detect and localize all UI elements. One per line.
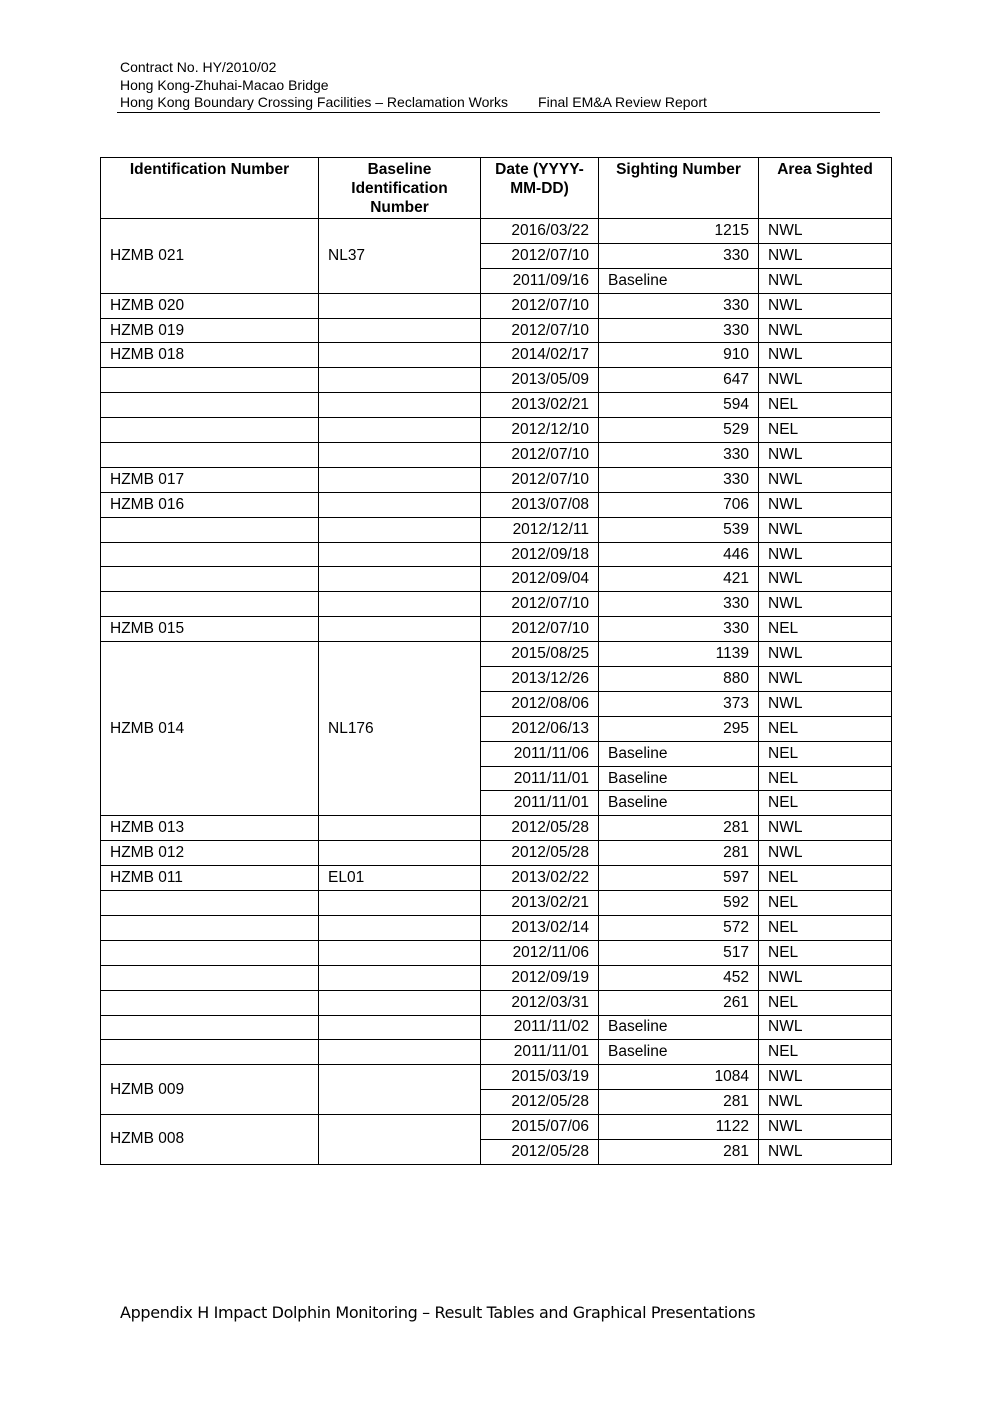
sighting-number-cell: 295 [599,716,759,741]
sighting-number-cell: 330 [599,243,759,268]
baseline-id-cell: EL01 [319,866,481,891]
sighting-number-cell: Baseline [599,741,759,766]
date-cell: 2013/05/09 [481,368,599,393]
area-sighted-cell: NWL [759,467,892,492]
area-sighted-cell: NWL [759,542,892,567]
area-sighted-cell: NWL [759,1115,892,1140]
area-sighted-cell: NEL [759,418,892,443]
page-footer: Appendix H Impact Dolphin Monitoring – Result Tables and Graphical Presentations [120,1303,756,1322]
sighting-number-cell: 421 [599,567,759,592]
sighting-number-cell: 647 [599,368,759,393]
identification-number-cell: HZMB 009 [101,1065,319,1115]
area-sighted-cell: NEL [759,1040,892,1065]
sighting-number-cell: Baseline [599,268,759,293]
table-row [101,617,892,642]
date-cell: 2013/02/21 [481,891,599,916]
area-sighted-cell: NWL [759,1015,892,1040]
table-row [101,393,892,418]
area-sighted-cell: NEL [759,766,892,791]
table-row [101,816,892,841]
date-cell: 2012/09/04 [481,567,599,592]
identification-number-cell [101,542,319,567]
baseline-id-cell [319,940,481,965]
area-sighted-cell: NWL [759,592,892,617]
identification-number-cell: HZMB 012 [101,841,319,866]
identification-number-cell [101,1040,319,1065]
table-row [101,318,892,343]
sighting-number-cell: 572 [599,915,759,940]
identification-number-cell: HZMB 019 [101,318,319,343]
area-sighted-cell: NWL [759,841,892,866]
area-sighted-cell: NWL [759,816,892,841]
baseline-id-cell [319,1115,481,1165]
sighting-number-cell: 281 [599,816,759,841]
identification-number-cell: HZMB 015 [101,617,319,642]
area-sighted-cell: NWL [759,1139,892,1164]
identification-number-cell: HZMB 014 [101,642,319,816]
identification-number-cell [101,592,319,617]
identification-number-cell [101,965,319,990]
page-header [120,59,880,112]
identification-number-cell [101,517,319,542]
date-cell: 2013/02/22 [481,866,599,891]
project-name: Hong Kong-Zhuhai-Macao Bridge [120,76,329,93]
sighting-number-cell: 529 [599,418,759,443]
table-header-row [101,158,892,219]
identification-number-cell [101,915,319,940]
date-cell: 2011/11/01 [481,766,599,791]
table-row [101,866,892,891]
area-sighted-cell: NWL [759,268,892,293]
column-header: Sighting Number [599,158,759,219]
area-sighted-cell: NEL [759,866,892,891]
sighting-number-cell: Baseline [599,766,759,791]
header-line [120,94,880,112]
table-row [101,542,892,567]
sighting-number-cell: 330 [599,467,759,492]
identification-number-cell: HZMB 020 [101,293,319,318]
baseline-id-cell [319,816,481,841]
table-row [101,219,892,244]
identification-number-cell: HZMB 008 [101,1115,319,1165]
date-cell: 2012/05/28 [481,1139,599,1164]
baseline-id-cell [319,891,481,916]
area-sighted-cell: NWL [759,318,892,343]
date-cell: 2015/08/25 [481,642,599,667]
date-cell: 2011/11/01 [481,791,599,816]
identification-number-cell: HZMB 017 [101,467,319,492]
table-row [101,343,892,368]
table-body [101,219,892,1165]
area-sighted-cell: NWL [759,667,892,692]
date-cell: 2012/12/10 [481,418,599,443]
table-row [101,1115,892,1140]
date-cell: 2012/05/28 [481,841,599,866]
sighting-number-cell: 330 [599,443,759,468]
area-sighted-cell: NWL [759,1090,892,1115]
table-row [101,592,892,617]
area-sighted-cell: NEL [759,741,892,766]
table-row [101,368,892,393]
baseline-id-cell: NL176 [319,642,481,816]
area-sighted-cell: NWL [759,691,892,716]
date-cell: 2012/05/28 [481,816,599,841]
sighting-number-cell: 330 [599,293,759,318]
area-sighted-cell: NEL [759,915,892,940]
sighting-number-cell: 910 [599,343,759,368]
area-sighted-cell: NWL [759,1065,892,1090]
date-cell: 2012/07/10 [481,617,599,642]
sighting-number-cell: 592 [599,891,759,916]
area-sighted-cell: NWL [759,517,892,542]
identification-number-cell [101,368,319,393]
table-row [101,1065,892,1090]
date-cell: 2014/02/17 [481,343,599,368]
sighting-number-cell: 281 [599,1139,759,1164]
area-sighted-cell: NWL [759,567,892,592]
sighting-number-cell: 452 [599,965,759,990]
area-sighted-cell: NWL [759,219,892,244]
date-cell: 2016/03/22 [481,219,599,244]
date-cell: 2012/11/06 [481,940,599,965]
sighting-number-cell: 1215 [599,219,759,244]
date-cell: 2013/02/21 [481,393,599,418]
area-sighted-cell: NEL [759,617,892,642]
table-row [101,915,892,940]
sighting-number-cell: 594 [599,393,759,418]
baseline-id-cell [319,418,481,443]
identification-number-cell [101,443,319,468]
date-cell: 2012/07/10 [481,318,599,343]
table-row [101,1040,892,1065]
table-row [101,492,892,517]
sighting-number-cell: 373 [599,691,759,716]
baseline-id-cell [319,990,481,1015]
date-cell: 2012/07/10 [481,443,599,468]
area-sighted-cell: NEL [759,393,892,418]
baseline-id-cell [319,517,481,542]
baseline-id-cell [319,542,481,567]
sighting-number-cell: 330 [599,617,759,642]
date-cell: 2012/03/31 [481,990,599,1015]
table-row [101,467,892,492]
date-cell: 2012/12/11 [481,517,599,542]
date-cell: 2012/05/28 [481,1090,599,1115]
date-cell: 2012/09/19 [481,965,599,990]
date-cell: 2012/07/10 [481,293,599,318]
sighting-number-cell: Baseline [599,1015,759,1040]
date-cell: 2011/11/02 [481,1015,599,1040]
baseline-id-cell [319,492,481,517]
sighting-number-cell: 281 [599,1090,759,1115]
date-cell: 2015/03/19 [481,1065,599,1090]
table-row [101,940,892,965]
identification-number-cell [101,940,319,965]
sighting-number-cell: 281 [599,841,759,866]
identification-number-cell [101,567,319,592]
sighting-number-cell: 261 [599,990,759,1015]
baseline-id-cell: NL37 [319,219,481,294]
table-row [101,517,892,542]
identification-number-cell: HZMB 013 [101,816,319,841]
date-cell: 2013/07/08 [481,492,599,517]
date-cell: 2011/11/01 [481,1040,599,1065]
date-cell: 2012/07/10 [481,243,599,268]
baseline-id-cell [319,318,481,343]
baseline-id-cell [319,1015,481,1040]
table-row [101,1015,892,1040]
table-row [101,841,892,866]
date-cell: 2012/07/10 [481,467,599,492]
sighting-number-cell: 880 [599,667,759,692]
identification-number-cell: HZMB 018 [101,343,319,368]
sighting-number-cell: Baseline [599,791,759,816]
report-title: Final EM&A Review Report [538,94,707,110]
identification-number-cell [101,990,319,1015]
date-cell: 2011/11/06 [481,741,599,766]
baseline-id-cell [319,567,481,592]
identification-number-cell: HZMB 016 [101,492,319,517]
area-sighted-cell: NWL [759,443,892,468]
sighting-number-cell: Baseline [599,1040,759,1065]
date-cell: 2015/07/06 [481,1115,599,1140]
sighting-number-cell: 517 [599,940,759,965]
baseline-id-cell [319,393,481,418]
area-sighted-cell: NWL [759,642,892,667]
table-row [101,990,892,1015]
baseline-id-cell [319,965,481,990]
sighting-number-cell: 706 [599,492,759,517]
sighting-number-cell: 597 [599,866,759,891]
baseline-id-cell [319,293,481,318]
date-cell: 2012/06/13 [481,716,599,741]
table-row [101,642,892,667]
column-header: Baseline Identification Number [319,158,481,219]
area-sighted-cell: NWL [759,293,892,318]
baseline-id-cell [319,915,481,940]
baseline-id-cell [319,343,481,368]
sighting-number-cell: 1139 [599,642,759,667]
table-row [101,443,892,468]
identification-number-cell: HZMB 021 [101,219,319,294]
table-row [101,965,892,990]
baseline-id-cell [319,368,481,393]
table-row [101,293,892,318]
identification-number-cell [101,393,319,418]
baseline-id-cell [319,1040,481,1065]
sighting-number-cell: 1122 [599,1115,759,1140]
baseline-id-cell [319,1065,481,1115]
baseline-id-cell [319,443,481,468]
sighting-number-cell: 330 [599,592,759,617]
header-divider [117,112,880,113]
identification-number-cell [101,1015,319,1040]
date-cell: 2013/02/14 [481,915,599,940]
baseline-id-cell [319,467,481,492]
baseline-id-cell [319,617,481,642]
date-cell: 2013/12/26 [481,667,599,692]
area-sighted-cell: NEL [759,940,892,965]
column-header: Identification Number [101,158,319,219]
date-cell: 2012/09/18 [481,542,599,567]
area-sighted-cell: NEL [759,891,892,916]
baseline-id-cell [319,592,481,617]
table-row [101,418,892,443]
table-row [101,891,892,916]
date-cell: 2011/09/16 [481,268,599,293]
date-cell: 2012/07/10 [481,592,599,617]
identification-number-cell [101,891,319,916]
sighting-number-cell: 539 [599,517,759,542]
identification-number-cell: HZMB 011 [101,866,319,891]
sighting-number-cell: 446 [599,542,759,567]
area-sighted-cell: NEL [759,716,892,741]
area-sighted-cell: NWL [759,243,892,268]
table-row [101,567,892,592]
works-title: Hong Kong Boundary Crossing Facilities – Reclamation Works [120,94,509,110]
area-sighted-cell: NWL [759,965,892,990]
contract-number: Contract No. HY/2010/02 [120,59,277,75]
identification-number-cell [101,418,319,443]
area-sighted-cell: NWL [759,368,892,393]
area-sighted-cell: NEL [759,990,892,1015]
sighting-table [100,157,892,1165]
area-sighted-cell: NWL [759,492,892,517]
date-cell: 2012/08/06 [481,691,599,716]
sighting-number-cell: 330 [599,318,759,343]
column-header: Area Sighted [759,158,892,219]
column-header: Date (YYYY-MM-DD) [481,158,599,219]
baseline-id-cell [319,841,481,866]
area-sighted-cell: NWL [759,343,892,368]
sighting-number-cell: 1084 [599,1065,759,1090]
area-sighted-cell: NEL [759,791,892,816]
